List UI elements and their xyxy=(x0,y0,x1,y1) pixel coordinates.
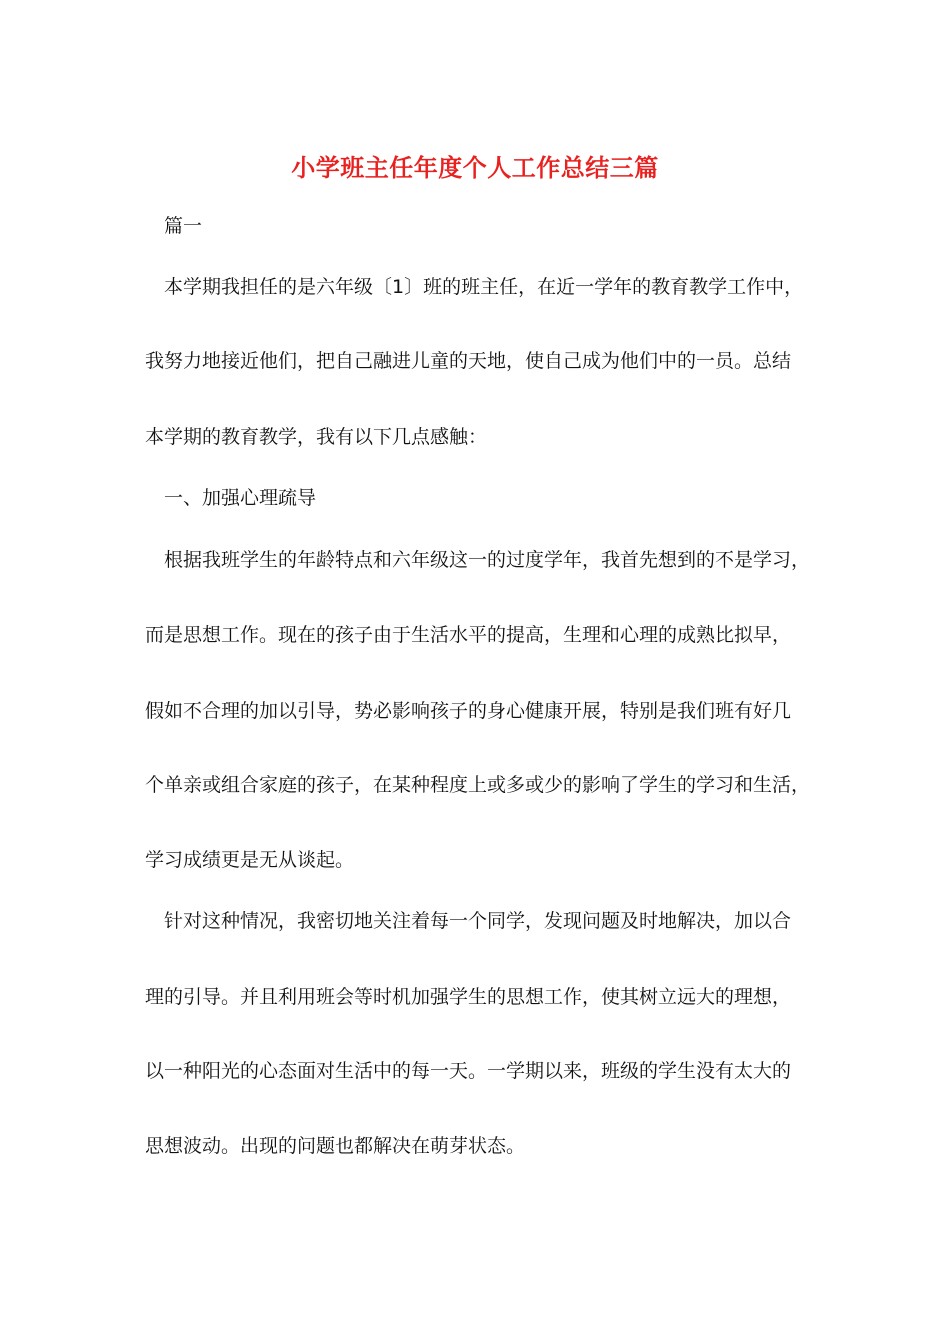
paragraph-line: 我努力地接近他们，把自己融进儿童的天地，使自己成为他们中的一员。总结 xyxy=(145,350,792,372)
paragraph-line: 以一种阳光的心态面对生活中的每一天。一学期以来，班级的学生没有太大的 xyxy=(145,1060,792,1082)
paragraph-line: 学习成绩更是无从谈起。 xyxy=(145,849,355,871)
paragraph-line: 假如不合理的加以引导，势必影响孩子的身心健康开展，特别是我们班有好几 xyxy=(145,700,792,722)
paragraph-line: 理的引导。并且利用班会等时机加强学生的思想工作，使其树立远大的理想， xyxy=(145,986,792,1008)
paragraph-line: 个单亲或组合家庭的孩子，在某种程度上或多或少的影响了学生的学习和生活， xyxy=(145,774,811,796)
paragraph-line: 思想波动。出现的问题也都解决在萌芽状态。 xyxy=(145,1135,526,1157)
paragraph-line: 而是思想工作。现在的孩子由于生活水平的提高，生理和心理的成熟比拟早， xyxy=(145,624,792,646)
subheading: 一、加强心理疏导 xyxy=(164,487,317,509)
paragraph-line: 针对这种情况，我密切地关注着每一个同学，发现问题及时地解决，加以合 xyxy=(164,910,792,932)
paragraph-line: 根据我班学生的年龄特点和六年级这一的过度学年，我首先想到的不是学习， xyxy=(164,549,811,571)
document-title: 小学班主任年度个人工作总结三篇 xyxy=(291,153,659,182)
paragraph-line: 本学期我担任的是六年级〔1〕班的班主任，在近一学年的教育教学工作中， xyxy=(164,276,804,298)
section-heading-part-one: 篇一 xyxy=(164,215,203,237)
paragraph-line: 本学期的教育教学，我有以下几点感触： xyxy=(145,426,488,448)
